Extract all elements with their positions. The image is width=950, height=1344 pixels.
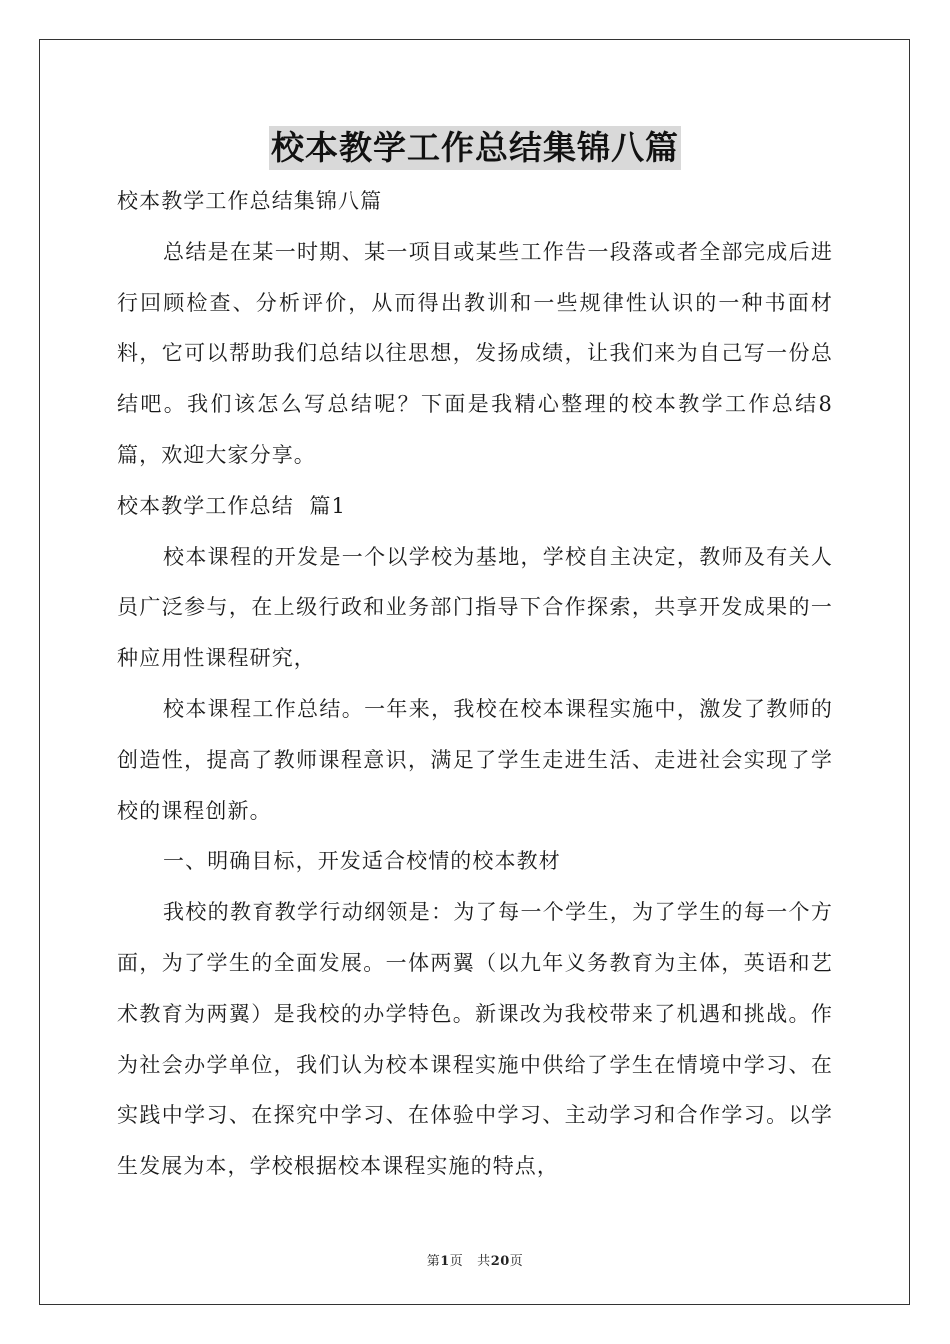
footer-page-number: 1 bbox=[440, 1254, 450, 1269]
document-body bbox=[117, 176, 833, 1192]
body-paragraph-2: 校本课程工作总结。一年来，我校在校本课程实施中，激发了教师的创造性，提高了教师课程意识，满足了学生走进生活、走进社会实现了学校的课程创新。 bbox=[117, 696, 833, 823]
section-heading: 校本教学工作总结 篇1 bbox=[117, 493, 346, 518]
footer-total-prefix: 共 bbox=[477, 1254, 491, 1269]
footer-total-pages: 20 bbox=[490, 1254, 510, 1269]
body-paragraph-1: 校本课程的开发是一个以学校为基地，学校自主决定，教师及有关人员广泛参与，在上级行政和业务部门指导下合作探索，共享开发成果的一种应用性课程研究， bbox=[117, 544, 833, 671]
page-footer bbox=[0, 1250, 950, 1269]
body-paragraph-3: 我校的教育教学行动纲领是：为了每一个学生，为了学生的每一个方面，为了学生的全面发展。一体两翼（以九年义务教育为主体，英语和艺术教育为两翼）是我校的办学特色。新课改为我校带来了机遇和挑战。作为社会办学单位，我们认为校本课程实施中供给了学生在情境中学习、在实践中学习、在探究中学习、在体验中学习、主动学习和合作学习。以学生发展为本，学校根据校本课程实施的特点， bbox=[117, 900, 833, 1179]
footer-page-suffix: 页 bbox=[449, 1254, 464, 1269]
intro-paragraph: 总结是在某一时期、某一项目或某些工作告一段落或者全部完成后进行回顾检查、分析评价，从而得出教训和一些规律性认识的一种书面材料，它可以帮助我们总结以往思想，发扬成绩，让我们来为自己写一份总结吧。我们该怎么写总结呢？下面是我精心整理的校本教学工作总结8篇，欢迎大家分享。 bbox=[117, 239, 833, 467]
document-title: 校本教学工作总结集锦八篇 bbox=[269, 126, 681, 170]
footer-page-prefix: 第 bbox=[426, 1254, 441, 1269]
title-container bbox=[0, 126, 950, 170]
footer-total-suffix: 页 bbox=[509, 1254, 524, 1269]
document-subtitle: 校本教学工作总结集锦八篇 bbox=[117, 189, 383, 213]
subsection-heading: 一、明确目标，开发适合校情的校本教材 bbox=[163, 849, 561, 874]
